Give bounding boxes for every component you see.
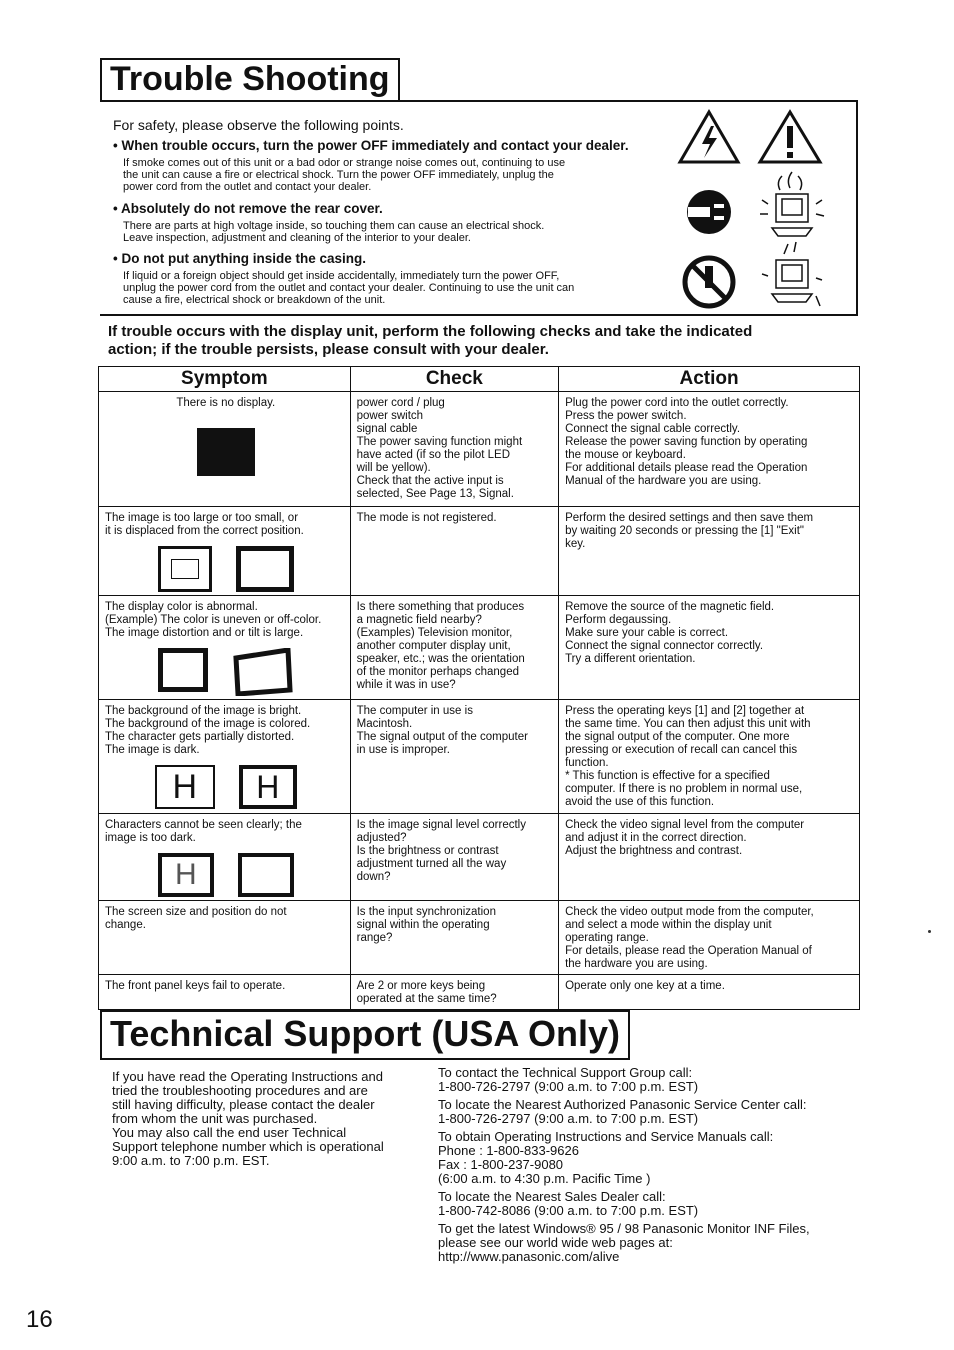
text-line: operating range. — [565, 932, 649, 944]
text-line: Remove the source of the magnetic field. — [565, 601, 775, 613]
text-line: The image distortion and or tilt is large. — [105, 627, 304, 639]
uneven-color-screen-icon — [158, 648, 208, 692]
text-line: The computer in use is — [356, 705, 473, 717]
unclear-characters-screen-icon: H — [158, 853, 214, 897]
text-line: The display color is abnormal. — [105, 601, 258, 613]
check-cell — [350, 392, 558, 507]
text-line: Check the video output mode from the computer, — [565, 906, 814, 918]
symptom-figure — [105, 546, 347, 592]
text-line: Check the video signal level from the computer — [565, 819, 805, 831]
text-line: The power saving function might — [356, 436, 523, 448]
text-line: To locate the Nearest Sales Dealer call: — [438, 1189, 666, 1204]
text-line: (6:00 a.m. to 4:30 p.m. Pacific Time ) — [438, 1171, 651, 1186]
text-line: Press the operating keys [1] and [2] together at — [565, 705, 805, 717]
symptom-cell — [99, 596, 351, 700]
text-line: Macintosh. — [356, 718, 413, 730]
text-line: If trouble occurs with the display unit, perform the following checks and take the indicated — [108, 323, 753, 340]
column-header-action: Action — [559, 367, 860, 392]
text-line: the signal output of the computer. One more — [565, 731, 790, 743]
action-cell — [559, 700, 860, 814]
text-line: the unit can cause a fire or electrical shock. Turn the power OFF immediately, unplug the — [123, 169, 554, 181]
caution-warning-icon — [760, 112, 820, 162]
action-cell — [559, 507, 860, 596]
text-line: Perform the desired settings and then save them — [565, 512, 814, 524]
symptom-figure — [105, 853, 347, 897]
text-line: adjustment turned all the way — [356, 858, 507, 870]
action-cell — [559, 392, 860, 507]
too-dark-screen-icon — [238, 853, 294, 897]
warning-illustrations — [676, 108, 836, 313]
safety-point-heading: • Absolutely do not remove the rear cover. — [113, 201, 383, 216]
safety-intro: For safety, please observe the following points. — [113, 117, 404, 133]
symptom-figure — [105, 765, 347, 809]
text-line: (Example) The color is uneven or off-color. — [105, 614, 322, 626]
text-line: by waiting 20 seconds or pressing the [1] "Exit" — [565, 525, 805, 537]
contact-block — [438, 1130, 858, 1186]
text-line: The screen size and position do not — [105, 906, 287, 918]
text-line: another computer display unit, — [356, 640, 511, 652]
text-line: Manual of the hardware you are using. — [565, 475, 762, 487]
text-line: The character gets partially distorted. — [105, 731, 295, 743]
unplug-icon — [687, 190, 731, 234]
text-line: Is the input synchronization — [356, 906, 496, 918]
symptom-cell — [99, 392, 351, 507]
no-disassembly-icon — [685, 258, 733, 306]
text-line: and adjust it in the correct direction. — [565, 832, 747, 844]
text-line: Operate only one key at a time. — [565, 980, 725, 992]
text-line: a magnetic field nearby? — [356, 614, 482, 626]
text-line: Adjust the brightness and contrast. — [565, 845, 743, 857]
text-line: in use is improper. — [356, 744, 450, 756]
text-line: adjusted? — [356, 832, 407, 844]
text-line: (Examples) Television monitor, — [356, 627, 513, 639]
text-line: For details, please read the Operation Manual of — [565, 945, 812, 957]
electric-shock-warning-icon — [680, 112, 738, 162]
check-cell — [350, 975, 558, 1010]
symptom-figure — [105, 648, 347, 696]
text-line: Leave inspection, adjustment and cleaning of the interior to your dealer. — [123, 232, 471, 244]
text-line: will be yellow). — [356, 462, 431, 474]
text-line: power cord from the outlet and contact your dealer. — [123, 181, 372, 193]
text-line: tried the troubleshooting procedures and are — [112, 1083, 368, 1098]
table-row — [99, 392, 860, 507]
column-header-check: Check — [350, 367, 558, 392]
safety-point-heading: • When trouble occurs, turn the power OFF immediately and contact your dealer. — [113, 138, 629, 153]
text-line: power cord / plug — [356, 397, 445, 409]
scan-speck — [928, 930, 931, 933]
safety-point-text — [123, 157, 683, 193]
check-cell — [350, 507, 558, 596]
text-line: Are 2 or more keys being — [356, 980, 486, 992]
phone-number: Phone : 1-800-833-9626 — [438, 1143, 579, 1158]
action-cell — [559, 596, 860, 700]
contact-block — [438, 1098, 858, 1126]
text-line: the same time. You can then adjust this unit with — [565, 718, 811, 730]
technical-support-contacts — [438, 1066, 858, 1268]
text-line: There are parts at high voltage inside, so touching them can cause an electrical shock. — [123, 220, 545, 232]
liquid-monitor-icon — [762, 242, 822, 306]
table-row — [99, 975, 860, 1010]
section-title-technical-support: Technical Support (USA Only) — [100, 1010, 630, 1060]
table-row — [99, 507, 860, 596]
text-line: action; if the trouble persists, please consult with your dealer. — [108, 341, 549, 358]
safety-point-heading: • Do not put anything inside the casing. — [113, 251, 366, 266]
text-line: To get the latest Windows® 95 / 98 Panasonic Monitor INF Files, — [438, 1221, 810, 1236]
technical-support-intro — [112, 1070, 412, 1168]
contact-block — [438, 1222, 858, 1264]
text-line: range? — [356, 932, 393, 944]
text-line: selected, See Page 13, Signal. — [356, 488, 514, 500]
text-line: Make sure your cable is correct. — [565, 627, 729, 639]
text-line: Connect the signal connector correctly. — [565, 640, 764, 652]
phone-number: 1-800-726-2797 (9:00 a.m. to 7:00 p.m. EST) — [438, 1111, 699, 1126]
text-line: Characters cannot be seen clearly; the — [105, 819, 302, 831]
text-line: If you have read the Operating Instructions and — [112, 1069, 384, 1084]
symptom-cell — [99, 700, 351, 814]
small-image-screen-icon — [158, 546, 212, 592]
blank-screen-icon — [197, 428, 255, 476]
text-line: unplug the power cord from the outlet and contact your dealer. Continuing to use the unit can — [123, 282, 575, 294]
bright-background-screen-icon: H — [155, 765, 215, 809]
check-cell — [350, 901, 558, 975]
text-line: The background of the image is bright. — [105, 705, 302, 717]
text-line: of the monitor perhaps changed — [356, 666, 519, 678]
text-line: Support telephone number which is operational — [112, 1139, 384, 1154]
text-line: Check that the active input is — [356, 475, 504, 487]
text-line: To contact the Technical Support Group call: — [438, 1065, 693, 1080]
text-line: the mouse or keyboard. — [565, 449, 686, 461]
text-line: The image is too large or too small, or — [105, 512, 299, 524]
text-line: * This function is effective for a specified — [565, 770, 770, 782]
troubleshooting-table — [98, 366, 860, 1010]
text-line: down? — [356, 871, 391, 883]
text-line: please see our world wide web pages at: — [438, 1235, 673, 1250]
text-line: the hardware you are using. — [565, 958, 708, 970]
tilted-image-screen-icon — [232, 648, 294, 696]
large-image-screen-icon — [236, 546, 294, 592]
text-line: key. — [565, 538, 586, 550]
contact-block — [438, 1190, 858, 1218]
action-cell — [559, 975, 860, 1010]
table-header-row — [99, 367, 860, 392]
text-line: Connect the signal cable correctly. — [565, 423, 741, 435]
text-line: Is the brightness or contrast — [356, 845, 499, 857]
phone-number: 1-800-742-8086 (9:00 a.m. to 7:00 p.m. EST) — [438, 1203, 699, 1218]
section-title-trouble-shooting: Trouble Shooting — [100, 58, 400, 102]
text-line: Press the power switch. — [565, 410, 687, 422]
text-line: function. — [565, 757, 609, 769]
symptom-cell — [99, 901, 351, 975]
symptom-figure — [105, 418, 347, 476]
text-line: still having difficulty, please contact the dealer — [112, 1097, 375, 1112]
column-header-symptom: Symptom — [99, 367, 351, 392]
text-line: from whom the unit was purchased. — [112, 1111, 318, 1126]
text-line: For additional details please read the Operation — [565, 462, 808, 474]
web-url: http://www.panasonic.com/alive — [438, 1249, 620, 1264]
page-number: 16 — [26, 1306, 53, 1333]
text-line: avoid the use of this function. — [565, 796, 715, 808]
text-line: have acted (if so the pilot LED — [356, 449, 511, 461]
safety-point-text — [123, 270, 683, 306]
table-row — [99, 700, 860, 814]
text-line: The image is dark. — [105, 744, 200, 756]
text-line: cause a fire, electrical shock or breakdown of the unit. — [123, 294, 386, 306]
text-line: The background of the image is colored. — [105, 718, 311, 730]
text-line: computer. If there is no problem in normal use, — [565, 783, 803, 795]
text-line: image is too dark. — [105, 832, 196, 844]
text-line: speaker, etc.; was the orientation — [356, 653, 525, 665]
text-line: power switch — [356, 410, 424, 422]
text-line: pressing or execution of recall can cancel this — [565, 744, 798, 756]
text-line: signal cable — [356, 423, 418, 435]
action-cell — [559, 814, 860, 901]
text-line: 9:00 a.m. to 7:00 p.m. EST. — [112, 1153, 270, 1168]
text-line: Is there something that produces — [356, 601, 525, 613]
text-line: There is no display. — [176, 397, 276, 409]
troubleshooting-intro — [108, 323, 858, 359]
text-line: Plug the power cord into the outlet correctly. — [565, 397, 789, 409]
safety-point-text — [123, 220, 683, 244]
contact-block — [438, 1066, 858, 1094]
text-line: The front panel keys fail to operate. — [105, 980, 286, 992]
text-line: The mode is not registered. — [356, 512, 497, 524]
symptom-cell — [99, 814, 351, 901]
symptom-cell — [99, 507, 351, 596]
text-line: Try a different orientation. — [565, 653, 696, 665]
text-line: If liquid or a foreign object should get inside accidentally, immediately turn the power OFF, — [123, 270, 560, 282]
check-cell — [350, 814, 558, 901]
text-line: while it was in use? — [356, 679, 456, 691]
check-cell — [350, 700, 558, 814]
phone-number: 1-800-726-2797 (9:00 a.m. to 7:00 p.m. EST) — [438, 1079, 699, 1094]
action-cell — [559, 901, 860, 975]
table-row — [99, 596, 860, 700]
text-line: The signal output of the computer — [356, 731, 528, 743]
dark-image-screen-icon: H — [239, 765, 297, 809]
text-line: If smoke comes out of this unit or a bad odor or strange noise comes out, continuing to use — [123, 157, 566, 169]
text-line: it is displaced from the correct position. — [105, 525, 304, 537]
text-line: change. — [105, 919, 146, 931]
check-cell — [350, 596, 558, 700]
fax-number: Fax : 1-800-237-9080 — [438, 1157, 564, 1172]
text-line: and select a mode within the display unit — [565, 919, 772, 931]
smoking-monitor-icon — [760, 172, 824, 236]
symptom-cell — [99, 975, 351, 1010]
text-line: Is the image signal level correctly — [356, 819, 526, 831]
text-line: To obtain Operating Instructions and Service Manuals call: — [438, 1129, 774, 1144]
table-row — [99, 814, 860, 901]
text-line: You may also call the end user Technical — [112, 1125, 347, 1140]
text-line: To locate the Nearest Authorized Panasonic Service Center call: — [438, 1097, 807, 1112]
table-row — [99, 901, 860, 975]
text-line: Release the power saving function by operating — [565, 436, 808, 448]
text-line: operated at the same time? — [356, 993, 497, 1005]
text-line: signal within the operating — [356, 919, 490, 931]
text-line: Perform degaussing. — [565, 614, 672, 626]
